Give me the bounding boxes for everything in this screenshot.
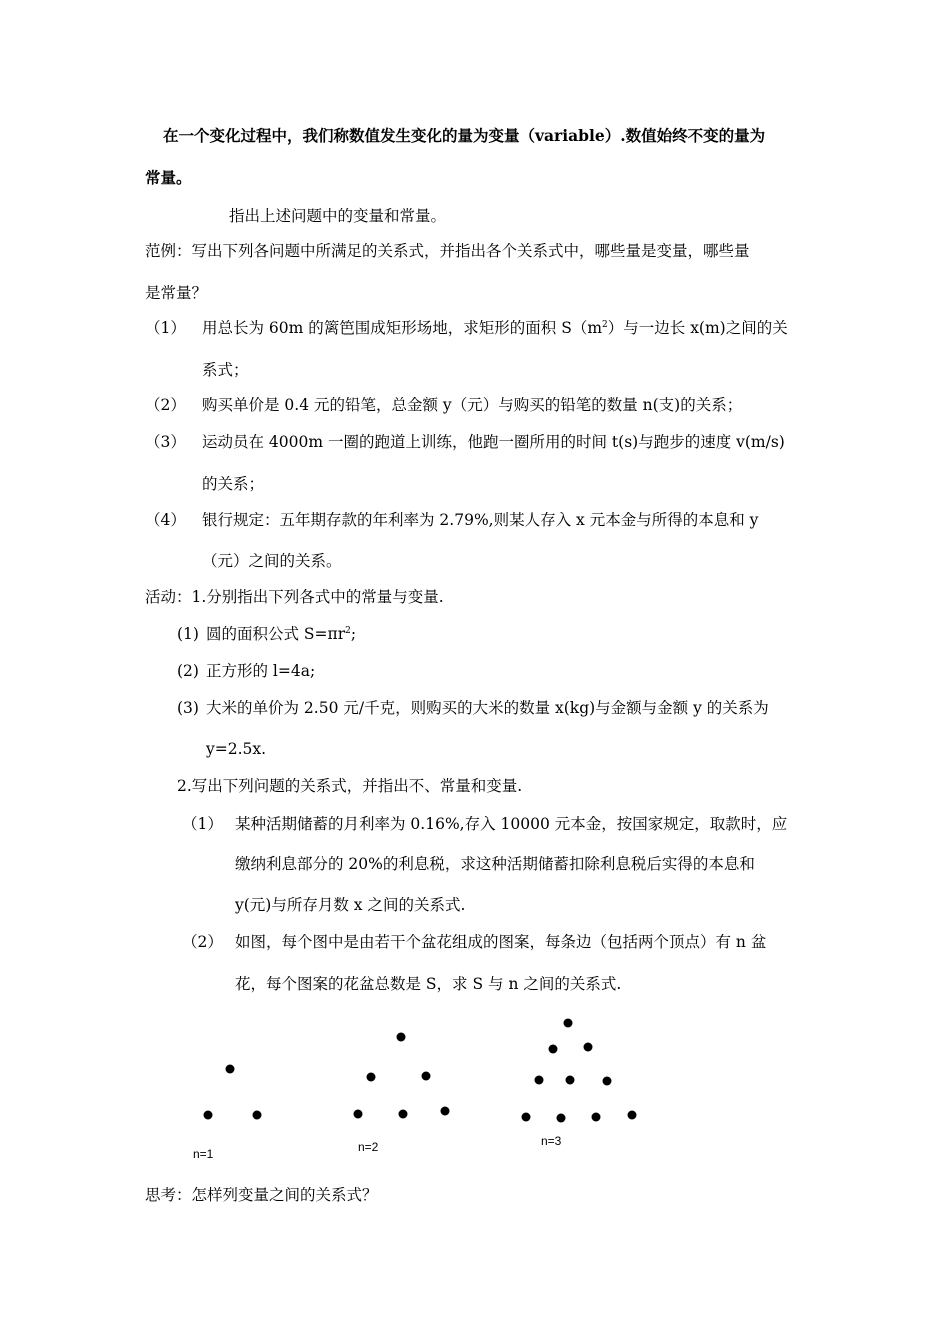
example-item-1-line-1 [202, 318, 788, 338]
activity2-item-1-line-2: 缴纳利息部分的 20%的利息税，求这种活期储蓄扣除利息税后实得的本息和 [235, 855, 755, 873]
pattern-n3-label: n=3 [541, 1134, 562, 1148]
definition-line-2: 常量。 [145, 168, 192, 187]
activity-item-1-text-b: ; [350, 625, 357, 643]
flower-pot-pattern-figure [180, 1010, 660, 1170]
example-item-2-line-1: 购买单价是 0.4 元的铅笔，总金额 y（元）与购买的铅笔的数量 n(支)的关系； [202, 396, 743, 414]
example-item-2-number: （2） [145, 396, 186, 414]
example-item-1-text-a: 用总长为 60m 的篱笆围成矩形场地，求矩形的面积 S（m [202, 319, 603, 337]
pot-dot [628, 1111, 637, 1120]
activity2-item-1-line-3: y(元)与所存月数 x 之间的关系式. [235, 896, 466, 914]
pot-dot [441, 1107, 450, 1116]
example-item-3-line-1: 运动员在 4000m 一圈的跑道上训练，他跑一圈所用的时间 t(s)与跑步的速度 v(m/s) [202, 433, 785, 451]
pot-dot [354, 1110, 363, 1119]
example-item-1-number: （1） [145, 319, 186, 337]
example-item-1-text-b: ）与一边长 x(m)之间的关 [607, 319, 788, 337]
activity2-item-2-line-2: 花，每个图案的花盆总数是 S，求 S 与 n 之间的关系式. [235, 975, 622, 993]
instruction-text: 指出上述问题中的变量和常量。 [229, 207, 447, 225]
activity-item-2-text: 正方形的 l=4a; [206, 662, 316, 680]
pot-dot [549, 1045, 558, 1054]
activity2-item-1-line-1: 某种活期储蓄的月利率为 0.16%,存入 10000 元本金，按国家规定，取款时，应 [235, 815, 788, 833]
pattern-n2 [354, 1033, 450, 1155]
example-item-3-line-2: 的关系； [202, 475, 265, 493]
superscript-2: 2 [345, 625, 351, 636]
activity-item-3-line-2: y=2.5x. [206, 740, 267, 758]
pattern-n1-label: n=1 [193, 1147, 214, 1161]
example-item-3-number: （3） [145, 433, 186, 451]
example-item-4-line-1: 银行规定：五年期存款的年利率为 2.79%,则某人存入 x 元本金与所得的本息和 y [202, 511, 759, 529]
pot-dot [367, 1073, 376, 1082]
pot-dot [535, 1076, 544, 1085]
activity2-item-2-number: （2） [182, 933, 223, 951]
pot-dot [397, 1033, 406, 1042]
pot-dot [566, 1076, 575, 1085]
example-intro-line-2: 是常量？ [145, 284, 208, 302]
activity-item-3-number: (3) [177, 699, 199, 717]
pot-dot [564, 1019, 573, 1028]
activity2-item-2-line-1: 如图，每个图中是由若干个盆花组成的图案，每条边（包括两个顶点）有 n 盆 [235, 933, 767, 951]
pot-dot [592, 1113, 601, 1122]
example-item-1-line-2: 系式； [202, 361, 249, 379]
activity-heading: 活动：1.分别指出下列各式中的常量与变量. [145, 588, 444, 606]
activity2-item-1-number: （1） [182, 815, 223, 833]
activity-item-1-number: (1) [177, 625, 199, 643]
pot-dot [603, 1077, 612, 1086]
pot-dot [204, 1111, 213, 1120]
activity-heading-2: 2.写出下列问题的关系式，并指出不、常量和变量. [177, 777, 523, 795]
pattern-n2-label: n=2 [358, 1140, 379, 1154]
activity-item-1-text-a: 圆的面积公式 S=πr [206, 625, 346, 643]
pattern-n1 [193, 1065, 262, 1162]
pot-dot [584, 1043, 593, 1052]
pot-dot [522, 1113, 531, 1122]
pot-dot [399, 1110, 408, 1119]
example-item-4-number: （4） [145, 511, 186, 529]
activity-item-2-number: (2) [177, 662, 199, 680]
activity-item-3-line-1: 大米的单价为 2.50 元/千克，则购买的大米的数量 x(kg)与金额与金额 y 的关系为 [206, 699, 769, 717]
example-intro-line-1: 范例：写出下列各问题中所满足的关系式，并指出各个关系式中，哪些量是变量，哪些量 [145, 242, 750, 260]
pot-dot [226, 1065, 235, 1074]
superscript-2: 2 [602, 319, 608, 330]
definition-line-1: 在一个变化过程中，我们称数值发生变化的量为变量（variable）.数值始终不变的量为 [163, 126, 766, 145]
pot-dot [422, 1072, 431, 1081]
pot-dot [253, 1111, 262, 1120]
thinking-question: 思考：怎样列变量之间的关系式？ [145, 1186, 378, 1204]
pot-dot [557, 1114, 566, 1123]
example-item-4-line-2: （元）之间的关系。 [202, 552, 342, 570]
pattern-n3 [522, 1019, 637, 1149]
activity-item-1-text [206, 624, 356, 644]
